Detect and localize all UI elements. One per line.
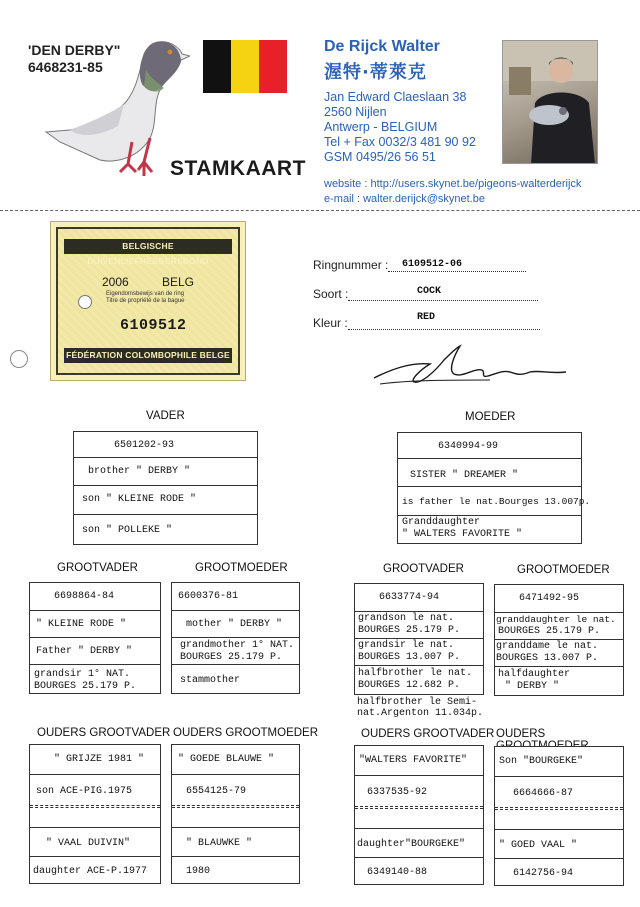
pgm1-line-2: 6554125-79 [186, 786, 247, 797]
row-divider [74, 457, 257, 458]
gf-paternal-ring: 6698864-84 [54, 591, 115, 602]
certificate-number: 6109512 [120, 317, 187, 334]
row-divider [355, 775, 483, 776]
gm-maternal-line-4: BOURGES 13.007 P. [496, 653, 599, 664]
double-divider [172, 805, 299, 808]
mother-line-2: is father le nat.Bourges 13.007p. [402, 496, 591, 507]
pgf1-line-1: " GRIJZE 1981 " [54, 754, 145, 765]
bird-name: 'DEN DERBY" [28, 42, 121, 58]
belgian-flag [203, 40, 287, 93]
father-box [73, 431, 258, 545]
gm-paternal-line-3: BOURGES 25.179 P. [180, 652, 283, 663]
page-title: STAMKAART [170, 157, 306, 180]
row-divider [398, 486, 581, 487]
gf-maternal-ring: 6633774-94 [379, 592, 440, 603]
flag-yellow [231, 40, 259, 93]
mother-box [397, 432, 591, 544]
row-divider [355, 638, 483, 639]
gf-paternal-line-3: grandsir 1° NAT. [34, 669, 131, 680]
pgf1-line-2: son ACE-PIG.1975 [36, 786, 133, 797]
row-divider [495, 612, 623, 613]
gf-maternal-line-1: grandson le nat. [358, 613, 455, 624]
father-line-1: brother " DERBY " [88, 466, 191, 477]
certificate-small-2: Titre de propriété de la bague [106, 298, 185, 304]
ring-label: Ringnummer : [313, 258, 389, 272]
row-divider [172, 774, 299, 775]
row-divider [355, 828, 483, 829]
pgm1-line-3: " BLAUWKE " [186, 838, 253, 849]
gm-maternal-line-3: granddame le nat. [496, 641, 599, 652]
grandmother-paternal-box [171, 582, 300, 694]
father-line-2: son " KLEINE RODE " [82, 494, 197, 505]
address-gsm: GSM 0495/26 56 51 [324, 150, 436, 164]
row-divider [398, 515, 581, 516]
parents-grandfather-box-2 [354, 745, 484, 885]
gf-maternal-line-3: grandsir le nat. [358, 640, 455, 651]
punch-hole [10, 350, 28, 368]
email-link[interactable]: e-mail : walter.derijck@skynet.be [324, 193, 485, 205]
row-divider [355, 611, 483, 612]
mother-line-4: " WALTERS FAVORITE " [402, 529, 523, 540]
row-divider [355, 665, 483, 666]
double-divider [30, 805, 160, 808]
row-divider [172, 827, 299, 828]
row-divider [30, 610, 160, 611]
color-line [348, 318, 540, 330]
label-grandfather-maternal: GROOTVADER [383, 563, 464, 575]
pgm1-line-1: " GOEDE BLAUWE " [178, 754, 275, 765]
row-divider [74, 485, 257, 486]
grandfather-paternal-box [29, 582, 161, 694]
address-city: 2560 Nijlen [324, 105, 387, 119]
row-divider [495, 858, 623, 859]
certificate-inner [56, 227, 240, 375]
parents-grandmother-box-2 [494, 746, 624, 886]
row-divider [398, 458, 581, 459]
double-divider [495, 807, 623, 810]
label-parents-grandmother-1: OUDERS GROOTMOEDER [173, 727, 319, 739]
pgf1-line-4: daughter ACE-P.1977 [33, 866, 148, 877]
pgm2-line-3: " GOED VAAL " [499, 840, 578, 851]
owner-photo-art [503, 41, 598, 164]
label-mother: MOEDER [465, 411, 516, 423]
mother-ring: 6340994-99 [438, 441, 499, 452]
certificate-hole [78, 295, 92, 309]
owner-name-chinese: 渥特·蒂萊克 [324, 62, 427, 83]
mother-line-1: SISTER " DREAMER " [410, 470, 519, 481]
contact-web [324, 177, 581, 207]
pgm2-line-1: Son "BOURGEKE" [499, 756, 584, 767]
flag-red [259, 40, 287, 93]
gm-maternal-ring: 6471492-95 [519, 593, 580, 604]
row-divider [495, 639, 623, 640]
certificate-year: 2006 [102, 275, 129, 289]
label-parents-grandmother-2: OUDERS [496, 728, 546, 740]
gm-maternal-line-1: granddaughter le nat. [496, 614, 616, 625]
gf-maternal-line-8: nat.Argenton 11.034p. [357, 708, 484, 719]
pgm2-line-4: 6142756-94 [513, 868, 574, 879]
gm-paternal-line-1: mother " DERBY " [186, 619, 283, 630]
gm-paternal-ring: 6600376-81 [178, 591, 239, 602]
certificate-small-text [106, 291, 185, 305]
gm-maternal-line-6: " DERBY " [505, 681, 560, 692]
pigeon-illustration [40, 30, 190, 190]
certificate-small-1: Eigendomsbewijs van de ring [106, 291, 185, 297]
label-grandmother-maternal: GROOTMOEDER [517, 564, 610, 576]
row-divider [30, 827, 160, 828]
parents-grandmother-box-1 [171, 744, 300, 884]
pgf2-line-2: 6337535-92 [367, 787, 428, 798]
pgf1-line-3: " VAAL DUIVIN" [46, 838, 131, 849]
flag-black [203, 40, 231, 93]
website-link[interactable]: website : http://users.skynet.be/pigeons-walterderijck [324, 178, 582, 190]
label-parents-grandfather-1: OUDERS GROOTVADER [37, 727, 171, 739]
row-divider [495, 666, 623, 667]
pgm2-line-2: 6664666-87 [513, 788, 574, 799]
address-phone: Tel + Fax 0032/3 481 90 92 [324, 135, 476, 149]
signature [370, 340, 570, 390]
certificate-country: BELG [161, 275, 194, 289]
pgf2-line-1: "WALTERS FAVORITE" [359, 755, 468, 766]
gf-maternal-line-7: halfbrother le Semi- [357, 697, 478, 708]
owner-name: De Rijck Walter [324, 38, 440, 55]
grandfather-maternal-box [354, 583, 484, 695]
row-divider [30, 856, 160, 857]
label-grandmother-paternal: GROOTMOEDER [195, 562, 288, 574]
parents-grandfather-box-1 [29, 744, 161, 884]
owner-photo [502, 40, 598, 164]
label-father: VADER [146, 410, 185, 422]
ring-certificate [50, 221, 246, 381]
double-divider [355, 806, 483, 809]
pgf2-line-4: 6349140-88 [367, 867, 428, 878]
gf-maternal-line-5: halfbrother le nat. [358, 668, 473, 679]
pgm1-line-4: 1980 [186, 866, 211, 877]
gf-paternal-line-4: BOURGES 25.179 P. [34, 681, 137, 692]
row-divider [30, 637, 160, 638]
father-ring: 6501202-93 [114, 440, 175, 451]
row-divider [74, 514, 257, 515]
sex-line [348, 289, 538, 301]
certificate-top-band: BELGISCHE DUIVENLIEFHEBBERSBOND [64, 239, 232, 254]
gm-maternal-line-5: halfdaughter [498, 669, 571, 680]
sex-label: Soort : [313, 287, 349, 301]
gf-maternal-line-6: BOURGES 12.682 P. [358, 680, 461, 691]
row-divider [355, 857, 483, 858]
father-line-3: son " POLLEKE " [82, 525, 173, 536]
row-divider [172, 637, 299, 638]
gm-paternal-line-2: grandmother 1° NAT. [180, 640, 295, 651]
grandmother-maternal-box [494, 584, 624, 696]
header-divider [0, 210, 640, 211]
row-divider [30, 664, 160, 665]
row-divider [172, 610, 299, 611]
row-divider [495, 776, 623, 777]
row-divider [495, 829, 623, 830]
address-region: Antwerp - BELGIUM [324, 120, 438, 134]
address-street: Jan Edward Claeslaan 38 [324, 90, 467, 104]
gf-maternal-line-4: BOURGES 13.007 P. [358, 652, 461, 663]
pgf2-line-3: daughter"BOURGEKE" [357, 839, 466, 850]
row-divider [172, 856, 299, 857]
label-parents-grandfather-2: OUDERS GROOTVADER [361, 728, 495, 740]
row-divider [172, 664, 299, 665]
row-divider [30, 774, 160, 775]
sex-value: COCK [417, 286, 442, 297]
gm-paternal-line-4: stammother [180, 675, 241, 686]
bird-ring-number: 6468231-85 [28, 59, 103, 75]
gf-paternal-line-1: " KLEINE RODE " [36, 619, 127, 630]
certificate-bottom-band: FÉDÉRATION COLOMBOPHILE BELGE [64, 348, 232, 363]
label-grandfather-paternal: GROOTVADER [57, 562, 138, 574]
owner-address [324, 90, 476, 165]
gf-paternal-line-2: Father " DERBY " [36, 646, 133, 657]
mother-line-3: Granddaughter [402, 517, 481, 528]
gm-maternal-line-2: BOURGES 25.179 P. [498, 626, 601, 637]
ring-value: 6109512-06 [402, 259, 463, 270]
color-label: Kleur : [313, 316, 348, 330]
gf-maternal-line-2: BOURGES 25.179 P. [358, 625, 461, 636]
color-value: RED [417, 312, 436, 323]
